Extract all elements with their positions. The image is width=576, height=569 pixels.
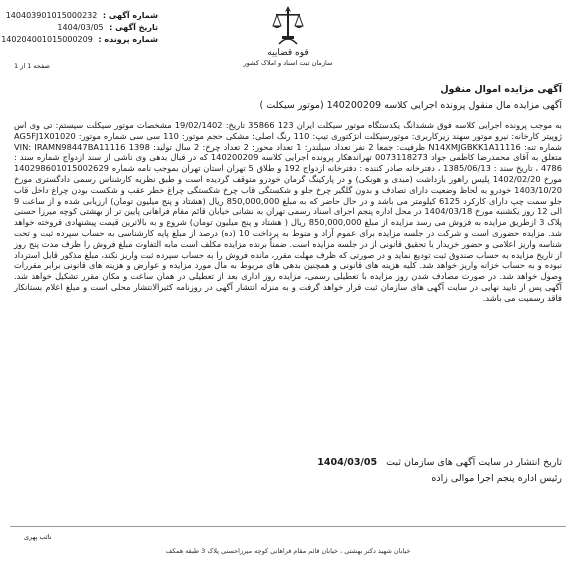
body-paragraph: به موجب پرونده اجرایی کلاسه فوق ششدانگ یکدستگاه موتور سیکلت ایران 123 35866 تاریخ: 19/02/1402 مشخصات موتور سیکلت سیستم: تی وی اس ژوپیتر کارخانه: نیرو موتور سهند زیرکاربری: موتورسیکلت انژکتوری تیپ: 110 رنگ اصلی: مشکی حجم موتور: 110 سی سی شماره موتور: AG5FJ1X01020 شماره تنه: N14XMJGBKK1A11116 ظرفیت: جمعا 2 نفر تعداد سیلندر: 1 تعداد محور: 2 تعداد چرخ: 2 سال تولید: 1398 VIN: IRAMN98447BA11116 متعلق به آقای محمدرضا کاظمی جواد 0073118273 تهراندهکار پرونده اجرایی کلاسه 140200209 که در قبال بدهی وی ناشی از سند ازدواج شماره سند : 4786 ، تاریخ سند : 1385/06/13 ، دفترخانه صادر کننده : دفترخانه ازدواج 192 و طلاق 5 تهران استان تهران بموجب نامه شماره 140298601015002629 مورخ 1402/02/20 پلیس راهور بازداشت (مبدی و هوبکی) و در پارکینگ گرمان خودرو متوقف گردیده است و طبق نظریه کارشناس رسمی دادگستری مورخ 1403/10/20 خودرو به لحاظ وضعیت دارای تصادف و بدون گلگیر چرخ جلو و شکستگی قاب چرخ شکستگی چراغ خطر عقب و شکست بودن چراغ داخل قاب جلو سمت چپ دارای کارکرد 6125 کیلومتر می باشد و در حال حاضر که به مبلغ 850,000,000 ریال (هشتاد و پنج میلیون تومان) ارزیابی شده و از ساعت 9 الی 12 روز یکشنبه مورخ 1404/03/18 در محل اداره پنجم اجرای اسناد رسمی تهران به نشانی خیابان قائم مقام فراهانی پایین تر از بهشتی کوچه میرزا حسنی پلاک 3 ازطریق مزایده به فروش می رسد مزایده از مبلغ 850,000,000 ریال ( هشتاد و پنج میلیون تومان) شروع و به بالاترین قیمت پیشنهادی فروخته خواهد شد. مزایده حضوری است و شرکت در جلسه مزایده برای عموم آزاد و منوط به پرداخت 10 (ده) درصد از مبلغ پایه کارشناسی به حساب سپرده ثبت و تحت شناسه واریز اعلامی و حضور خریدار با تحقیق قانونی از در جلسه مزایده است. ضمناً برنده مزایده مکلف است مابه التفاوت مبلغ فروش را ظرف مدت پنج روز از تاریخ مزایده به حساب صندوق ثبت تودیع نماید و در صورتی که ظرف مهلت مقرر، مانده فروش را به حساب سپرده ثبت واریز نکند، مبلغ مذکور قابل استرداد نبوده و به حساب خزانه واریز خواهد شد. کلیه هزینه های قانونی و همچنین بدهی های مربوط به مال مورد مزایده و عوارض و هزینه های قانونی برابر مقررات وصول خواهد شد. در صورت مصادف شدن روز مزایده با تعطیلی رسمی، مزایده روز اداری بعد از تعطیلی در همان ساعت و مکان مقرر تشکیل خواهد شد. آگهی پس از تایید نهایی در سایت آگهی های سازمان ثبت قرار خواهد گرفت و به منزله انتشار آگهی در روزنامه کثیرالانتشار محلی است و مبلغ اعلام بستانکار فاقد رسمیت می باشد. (14, 120, 563, 303)
meta-label: شماره آگهی : (102, 11, 158, 20)
meta-value: 140204001015000209 (1, 35, 93, 44)
signatory: رئیس اداره پنجم اجرا موالی زاده (431, 473, 562, 484)
notice-body (14, 120, 562, 304)
logo-line-1: قوه قضاییه (267, 48, 309, 58)
meta-label: تاریخ آگهی : (109, 23, 158, 32)
publish-line (14, 455, 562, 471)
meta-notice-number (5, 10, 158, 22)
page-counter: صفحه 1 از 1 (14, 62, 50, 70)
notice-meta (1, 10, 158, 46)
notice-subtitle: آگهی مزایده مال منقول پرونده اجرایی کلاسه 140200209 (موتور سیکلت ) (259, 100, 562, 111)
footer-divider (10, 526, 566, 527)
footer-signer: نائب پهری (24, 533, 52, 541)
meta-case-number (1, 34, 158, 46)
publish-label: تاریخ انتشار در سایت آگهی های سازمان ثبت (386, 457, 562, 468)
scales-emblem-icon (271, 4, 305, 46)
meta-value: 140403901015000232 (5, 11, 98, 20)
publication-info (14, 455, 562, 487)
notice-title: آگهی مزایده اموال منقول (440, 84, 562, 95)
logo-line-2: سازمان ثبت اسناد و املاک کشور (243, 59, 333, 67)
footer-address: خیابان شهید دکتر بهشتی ، خیابان قائم مقام فراهانی کوچه میرزاحسنی پلاک 3 طبقه همکف (165, 547, 411, 555)
meta-value: 1404/03/05 (57, 23, 104, 32)
meta-notice-date (8, 22, 158, 34)
meta-label: شماره پرونده : (98, 35, 158, 44)
publish-date: 1404/03/05 (317, 457, 378, 468)
judiciary-logo (238, 4, 338, 78)
